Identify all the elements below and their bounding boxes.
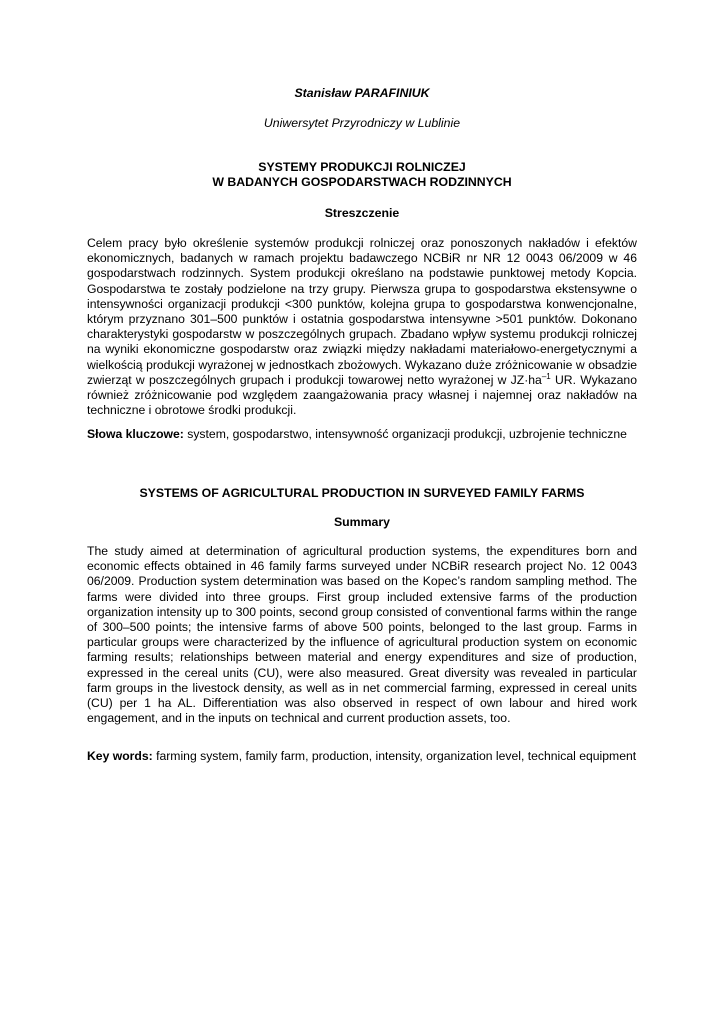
abstract-heading-polish: Streszczenie — [324, 206, 400, 220]
title-english: SYSTEMS OF AGRICULTURAL PRODUCTION IN SURVEYED FAMILY FARMS — [139, 486, 585, 500]
abstract-heading-english: Summary — [333, 515, 391, 529]
keywords-english-list: farming system, family farm, production, intensity, organization level, technical equipment — [152, 749, 637, 763]
abstract-text-english: The study aimed at determination of agricultural production systems, the expenditures born and economic effects obtained in 46 family farms surveyed under NCBiR research project No. 12 0043 06/2009. Production system determination was based on the Kopec’s random sampling method. The farms were divided into three groups. First group included extensive farms of the production organization intensity up to 300 points, second group consisted of conventional farms within the range of 300–500 points; the intensive farms of above 500 points, belonged to the last group. Farms in particular groups were characterized by the influence of agricultural production system on economic farming results; relationships between material and energy expenditures and size of production, expressed in the cereal units (CU), were also measured. Great diversity was revealed in particular farm groups in the livestock density, as well as in net commercial farming, expressed in cereal units (CU) per 1 ha AL. Differentiation was also observed in respect of own labour and hired work engagement, and in the inputs on technical and current production assets, too. — [87, 544, 637, 726]
exponent-superscript: –1 — [541, 371, 551, 381]
keywords-polish-list: system, gospodarstwo, intensywność organizacji produkcji, uzbrojenie techniczne — [183, 427, 627, 441]
title-polish-line1: SYSTEMY PRODUKCJI ROLNICZEJ — [258, 160, 466, 174]
abstract-text-polish — [87, 236, 637, 418]
title-polish — [87, 160, 637, 190]
author-name: Stanisław PARAFINIUK — [294, 86, 430, 100]
affiliation: Uniwersytet Przyrodniczy w Lublinie — [263, 116, 461, 130]
abstract-text-polish-main: Celem pracy było określenie systemów produkcji rolniczej oraz ponoszonych nakładów i efektów ekonomicznych, badanych w ramach projektu badawczego NCBiR nr NR 12 0043 06/2009 w 46 gospodarstwach rodzinnych. System produkcji określano na podstawie punktowej metody Kopcia. Gospodarstwa te zostały podzielone na trzy grupy. Pierwsza grupa to gospodarstwa ekstensywne o intensywności organizacji produkcji <300 punktów, kolejna grupa to gospodarstwa konwencjonalne, którym przyznano 301–500 punktów i ostatnia gospodarstwa intensywne >501 punktów. Dokonano charakterystyki gospodarstw w poszczególnych grupach. Zbadano wpływ systemu produkcji rolniczej na wyniki ekonomiczne gospodarstw oraz związki między nakładami materiałowo-energetycznymi a wielkością produkcji wyrażonej w jednostkach zbożowych. Wykazano duże zróżnicowanie w obsadzie zwierząt w poszczególnych grupach i produkcji towarowej netto wyrażonej w JZ·ha — [87, 236, 637, 387]
title-polish-line2: W BADANYCH GOSPODARSTWACH RODZINNYCH — [212, 175, 512, 189]
keywords-polish — [87, 427, 637, 442]
abstract-text-polish-end: UR. Wykazano również zróżnicowanie pod względem zaangażowania pracy własnej i najemnej oraz nakładów na techniczne i obrotowe środki produkcji. — [87, 372, 637, 418]
keywords-english — [87, 749, 637, 764]
keywords-polish-label: Słowa kluczowe: — [87, 427, 184, 441]
keywords-english-label: Key words: — [87, 749, 153, 763]
